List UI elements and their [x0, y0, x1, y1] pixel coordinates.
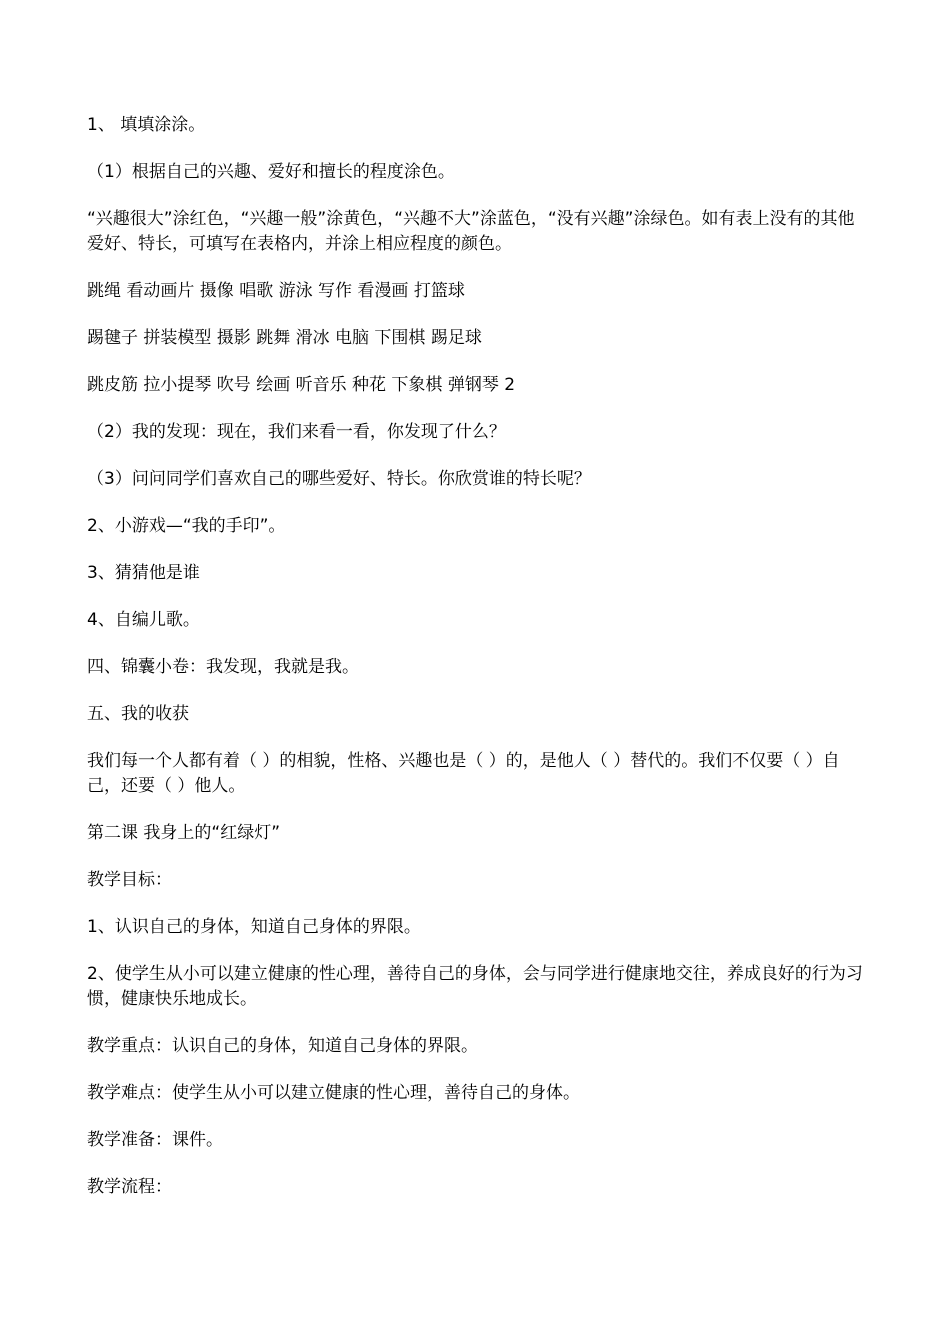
item-3-guess: 3、猜猜他是谁	[87, 563, 200, 583]
sub-item-3: （3）问问同学们喜欢自己的哪些爱好、特长。你欣赏谁的特长呢？	[87, 469, 591, 489]
teaching-focus: 教学重点：认识自己的身体，知道自己身体的界限。	[87, 1036, 478, 1056]
goal-2: 2、使学生从小可以建立健康的性心理，善待自己的身体，会与同学进行健康地交往，养成良好的行为习惯，健康快乐地成长。	[87, 964, 863, 1009]
hobby-row-3: 跳皮筋 拉小提琴 吹号 绘画 听音乐 种花 下象棋 弹钢琴 2	[87, 375, 516, 395]
harvest-fill-in: 我们每一个人都有着（ ）的相貌，性格、兴趣也是（ ）的，是他人（ ）替代的。我们不仅要（ ）自己，还要（ ）他人。	[87, 751, 840, 796]
sub-item-2: （2）我的发现：现在，我们来看一看，你发现了什么？	[87, 422, 506, 442]
hobby-row-1: 跳绳 看动画片 摄像 唱歌 游泳 写作 看漫画 打篮球	[87, 281, 465, 301]
item-1-heading: 1、 填填涂涂。	[87, 115, 206, 135]
teaching-difficulty: 教学难点：使学生从小可以建立健康的性心理，善待自己的身体。	[87, 1083, 580, 1103]
teaching-preparation: 教学准备：课件。	[87, 1130, 223, 1150]
hobby-row-2: 踢毽子 拼装模型 摄影 跳舞 滑冰 电脑 下围棋 踢足球	[87, 328, 482, 348]
item-4-song: 4、自编儿歌。	[87, 610, 200, 630]
color-instructions: “兴趣很大”涂红色，“兴趣一般”涂黄色，“兴趣不大”涂蓝色，“没有兴趣”涂绿色。如有表上没有的其他爱好、特长，可填写在表格内，并涂上相应程度的颜色。	[87, 209, 855, 254]
section-5-heading: 五、我的收获	[87, 704, 189, 724]
goal-1: 1、认识自己的身体，知道自己身体的界限。	[87, 917, 421, 937]
sub-item-1: （1）根据自己的兴趣、爱好和擅长的程度涂色。	[87, 162, 455, 182]
teaching-goals-label: 教学目标：	[87, 870, 172, 890]
item-2-game: 2、小游戏—“我的手印”。	[87, 516, 286, 536]
document-page	[87, 113, 867, 1222]
teaching-process-label: 教学流程：	[87, 1177, 172, 1197]
lesson-2-title: 第二课 我身上的“红绿灯”	[87, 823, 281, 843]
section-4-heading: 四、锦囊小卷：我发现，我就是我。	[87, 657, 359, 677]
